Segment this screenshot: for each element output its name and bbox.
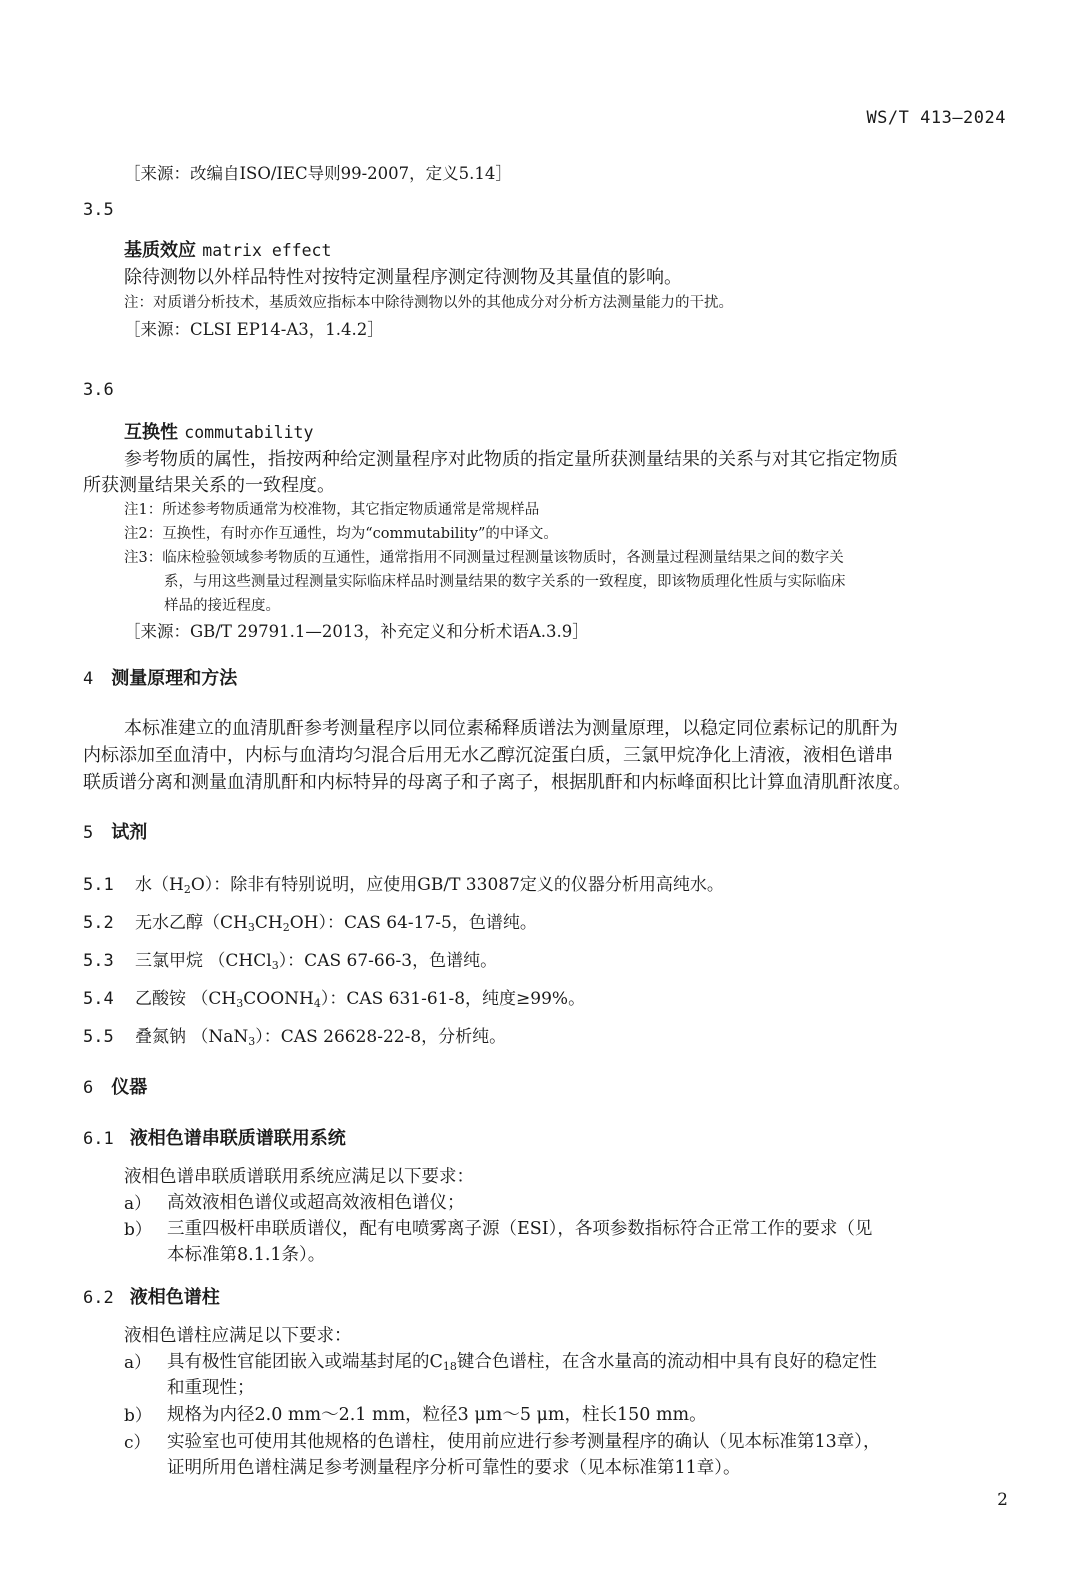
subsection-heading	[83, 1124, 346, 1150]
subscript: 3	[247, 921, 255, 934]
list-item-text: 具有极性官能团嵌入或端基封尾的C	[167, 1352, 443, 1372]
paragraph-line: 液相色谱串联质谱联用系统应满足以下要求：	[124, 1167, 474, 1187]
reagent-text: ）：CAS 67-66-3，色谱纯。	[278, 951, 498, 971]
section-title: 仪器	[111, 1077, 148, 1098]
paragraph-line: 液相色谱柱应满足以下要求：	[124, 1326, 352, 1346]
list-label: b）	[124, 1406, 152, 1426]
term-heading	[124, 418, 313, 444]
section-heading	[83, 664, 237, 690]
reagent-item	[83, 908, 537, 934]
source-citation: ［来源：GB/T 29791.1—2013，补充定义和分析术语A.3.9］	[124, 622, 589, 641]
term-english: commutability	[184, 423, 314, 442]
subsection-number: 6.1	[83, 1129, 114, 1149]
reagent-text: CH	[254, 913, 283, 933]
subsection-title: 液相色谱串联质谱联用系统	[129, 1128, 346, 1149]
reagent-number: 5.5	[83, 1027, 114, 1047]
reagent-item	[83, 1022, 506, 1048]
reagent-text: ）：CAS 26628-22-8，分析纯。	[255, 1027, 507, 1047]
list-item	[167, 1348, 877, 1373]
reagent-text: O）：除非有特别说明，应使用GB/T 33087定义的仪器分析用高纯水。	[190, 875, 724, 895]
subscript: 2	[282, 921, 290, 934]
list-item: 三重四极杆串联质谱仪，配有电喷雾离子源（ESI），各项参数指标符合正常工作的要求（见	[167, 1219, 873, 1239]
subsection-number: 6.2	[83, 1288, 114, 1308]
term-english: matrix effect	[202, 241, 332, 260]
clause-number: 3.6	[83, 380, 114, 400]
list-label: a）	[124, 1353, 152, 1373]
source-citation: ［来源：CLSI EP14-A3，1.4.2］	[124, 320, 384, 339]
list-label: a）	[124, 1194, 152, 1214]
term-chinese: 基质效应	[124, 240, 196, 261]
term-note: 注3：临床检验领域参考物质的互通性，通常指用不同测量过程测量该物质时，各测量过程测量结果之间的数字关	[124, 550, 844, 566]
page-number: 2	[997, 1490, 1008, 1510]
reagent-item	[83, 870, 724, 896]
reagent-number: 5.1	[83, 875, 114, 895]
term-definition-line: 所获测量结果关系的一致程度。	[83, 475, 335, 496]
reagent-text: 水（H	[135, 875, 184, 895]
term-definition: 除待测物以外样品特性对按特定测量程序测定待测物及其量值的影响。	[124, 267, 682, 288]
term-note: 注1：所述参考物质通常为校准物，其它指定物质通常是常规样品	[124, 502, 540, 518]
term-heading	[124, 236, 331, 262]
section-title: 测量原理和方法	[111, 668, 238, 689]
reagent-text: 三氯甲烷 （CHCl	[135, 951, 272, 971]
reagent-text: COONH	[243, 989, 314, 1009]
list-item-cont: 证明所用色谱柱满足参考测量程序分析可靠性的要求（见本标准第11章）。	[167, 1458, 741, 1478]
section-title: 试剂	[111, 822, 148, 843]
term-note: 注：对质谱分析技术，基质效应指标本中除待测物以外的其他成分对分析方法测量能力的干扰。	[124, 295, 733, 311]
reagent-item	[83, 984, 585, 1010]
subscript: 18	[442, 1360, 457, 1373]
term-chinese: 互换性	[124, 422, 178, 443]
subscript: 4	[313, 997, 321, 1010]
subscript: 2	[183, 883, 191, 896]
term-note-cont: 样品的接近程度。	[164, 598, 280, 614]
list-item-cont: 本标准第8.1.1条）。	[167, 1245, 326, 1265]
paragraph-line: 联质谱分离和测量血清肌酐和内标特异的母离子和子离子，根据肌酐和内标峰面积比计算血清肌酐浓度。	[83, 772, 911, 793]
list-item-text: 键合色谱柱，在含水量高的流动相中具有良好的稳定性	[456, 1352, 877, 1372]
section-number: 5	[83, 823, 94, 843]
paragraph-line: 内标添加至血清中，内标与血清均匀混合后用无水乙醇沉淀蛋白质，三氯甲烷净化上清液，液相色谱串	[83, 745, 893, 766]
reagent-text: ）：CAS 631-61-8，纯度≥99%。	[320, 989, 586, 1009]
reagent-text: 乙酸铵 （CH	[135, 989, 237, 1009]
subscript: 3	[271, 959, 279, 972]
subscript: 3	[248, 1035, 256, 1048]
reagent-number: 5.2	[83, 913, 114, 933]
reagent-text: OH）：CAS 64-17-5，色谱纯。	[289, 913, 537, 933]
section-heading	[83, 818, 147, 844]
clause-number: 3.5	[83, 200, 114, 220]
section-number: 6	[83, 1078, 94, 1098]
list-label: b）	[124, 1220, 152, 1240]
term-note: 注2：互换性，有时亦作互通性，均为“commutability”的中译文。	[124, 526, 558, 542]
term-definition-line: 参考物质的属性，指按两种给定测量程序对此物质的指定量所获测量结果的关系与对其它指定物质	[124, 449, 898, 470]
reagent-number: 5.3	[83, 951, 114, 971]
document-number: WS/T 413—2024	[866, 108, 1006, 128]
subscript: 3	[236, 997, 244, 1010]
subsection-heading	[83, 1283, 220, 1309]
list-item: 规格为内径2.0 mm～2.1 mm，粒径3 μm～5 μm，柱长150 mm。	[167, 1405, 707, 1425]
section-number: 4	[83, 669, 94, 689]
subsection-title: 液相色谱柱	[129, 1287, 220, 1308]
source-citation: ［来源：改编自ISO/IEC导则99-2007，定义5.14］	[124, 164, 512, 183]
reagent-item	[83, 946, 497, 972]
reagent-text: 叠氮钠 （NaN	[135, 1027, 249, 1047]
section-heading	[83, 1073, 147, 1099]
list-item-cont: 和重现性；	[167, 1378, 255, 1398]
list-label: c）	[124, 1433, 151, 1453]
term-note-cont: 系，与用这些测量过程测量实际临床样品时测量结果的数字关系的一致程度，即该物质理化性质与实际临床	[164, 574, 846, 590]
reagent-number: 5.4	[83, 989, 114, 1009]
reagent-text: 无水乙醇（CH	[135, 913, 248, 933]
paragraph-line: 本标准建立的血清肌酐参考测量程序以同位素稀释质谱法为测量原理，以稳定同位素标记的肌酐为	[124, 718, 898, 739]
list-item: 高效液相色谱仪或超高效液相色谱仪；	[167, 1193, 465, 1213]
list-item: 实验室也可使用其他规格的色谱柱，使用前应进行参考测量程序的确认（见本标准第13章），	[167, 1432, 881, 1452]
